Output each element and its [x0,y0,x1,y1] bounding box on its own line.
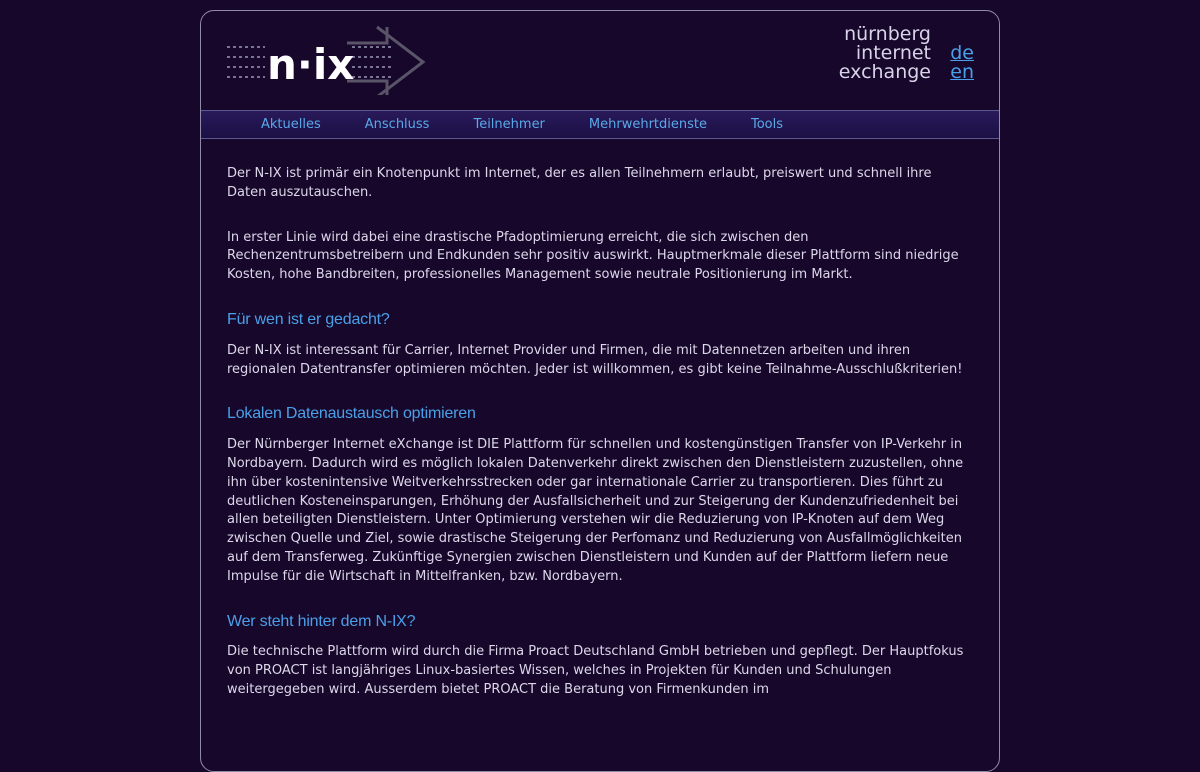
nav-item-tools[interactable]: Tools [751,117,784,132]
page-frame [200,10,1000,772]
section-text-local-exchange: Der Nürnberger Internet eXchange ist DIE Plattform für schnellen und kostengünstigen Transfer von IP-Verkehr in Nordbayern. Dadurch wird es möglich lokalen Datenverkehr direkt zwischen den Dienstleistern zuzustellen, ohne ihn über kostenintensive Weitverkehrsstrecken oder gar internationale Carrier zu transportieren. Dies führt zu deutlichen Kosteneinsparungen, Erhöhung der Ausfallsicherheit und zur Steigerung der Kundenzufriedenheit bei allen beteiligten Dienstleistern. Unter Optimierung verstehen wir die Reduzierung von IP-Knoten auf dem Weg zwischen Quelle und Ziel, sowie drastische Steigerung der Perfomanz und Reduzierung von Ausfallmöglichkeiten auf dem Transferweg. Zukünftige Synergien zwischen Dienstleistern und Kunden auf der Plattform liefern neue Impulse für die Wirtschaft in Mittelfranken, bzw. Nordbayern. [227,437,964,584]
main-content [227,165,971,726]
intro-paragraph-2: In erster Linie wird dabei eine drastische Pfadoptimierung erreicht, die sich zwischen den Rechenzentrumsbetreibern und Endkunden sehr positiv auswirkt. Hauptmerkmale dieser Plattform sind niedrige Kosten, hohe Bandbreiten, professionelles Management sowie neutrale Positionierung im Markt. [227,229,959,283]
header [201,11,999,110]
intro-paragraph-1: Der N-IX ist primär ein Knotenpunkt im Internet, der es allen Teilnehmern erlaubt, preiswert und schnell ihre Daten auszutauschen. [227,166,932,200]
section-title-local-exchange: Lokalen Datenaustausch optimieren [227,405,476,423]
tagline-line-1: nürnberg [844,23,931,45]
section-text-audience: Der N-IX ist interessant für Carrier, Internet Provider und Firmen, die mit Datennetzen arbeiten und ihren regionalen Datentransfer optimieren möchten. Jeder ist willkommen, es gibt keine Teilnahme-Ausschlußkriterien! [227,342,963,377]
language-link-en[interactable]: en [950,61,974,83]
section-title-operator: Wer steht hinter dem N-IX? [227,612,416,630]
language-link-de[interactable]: de [950,42,974,64]
nav-item-mehrwertdienste[interactable]: Mehrwehrtdienste [588,117,707,132]
main-nav [201,110,999,139]
tagline [839,25,931,82]
language-switcher [950,44,974,82]
svg-text:n·ix: n·ix [267,40,355,89]
tagline-line-3: exchange [838,61,931,83]
section-title-audience: Für wen ist er gedacht? [227,310,390,328]
nav-item-anschluss[interactable]: Anschluss [364,117,430,132]
section-text-operator: Die technische Plattform wird durch die Firma Proact Deutschland GmbH betrieben und gepflegt. Der Hauptfokus von PROACT ist langjähriges Linux-basiertes Wissen, welches in Projekten für Kunden und Schulungen weitergegeben wird. Ausserdem bietet PROACT die Beratung von Firmenkunden im [227,644,964,697]
nav-item-teilnehmer[interactable]: Teilnehmer [473,117,545,132]
tagline-line-2: internet [855,42,931,64]
nav-item-aktuelles[interactable]: Aktuelles [261,117,321,132]
nix-logo[interactable] [227,23,437,95]
